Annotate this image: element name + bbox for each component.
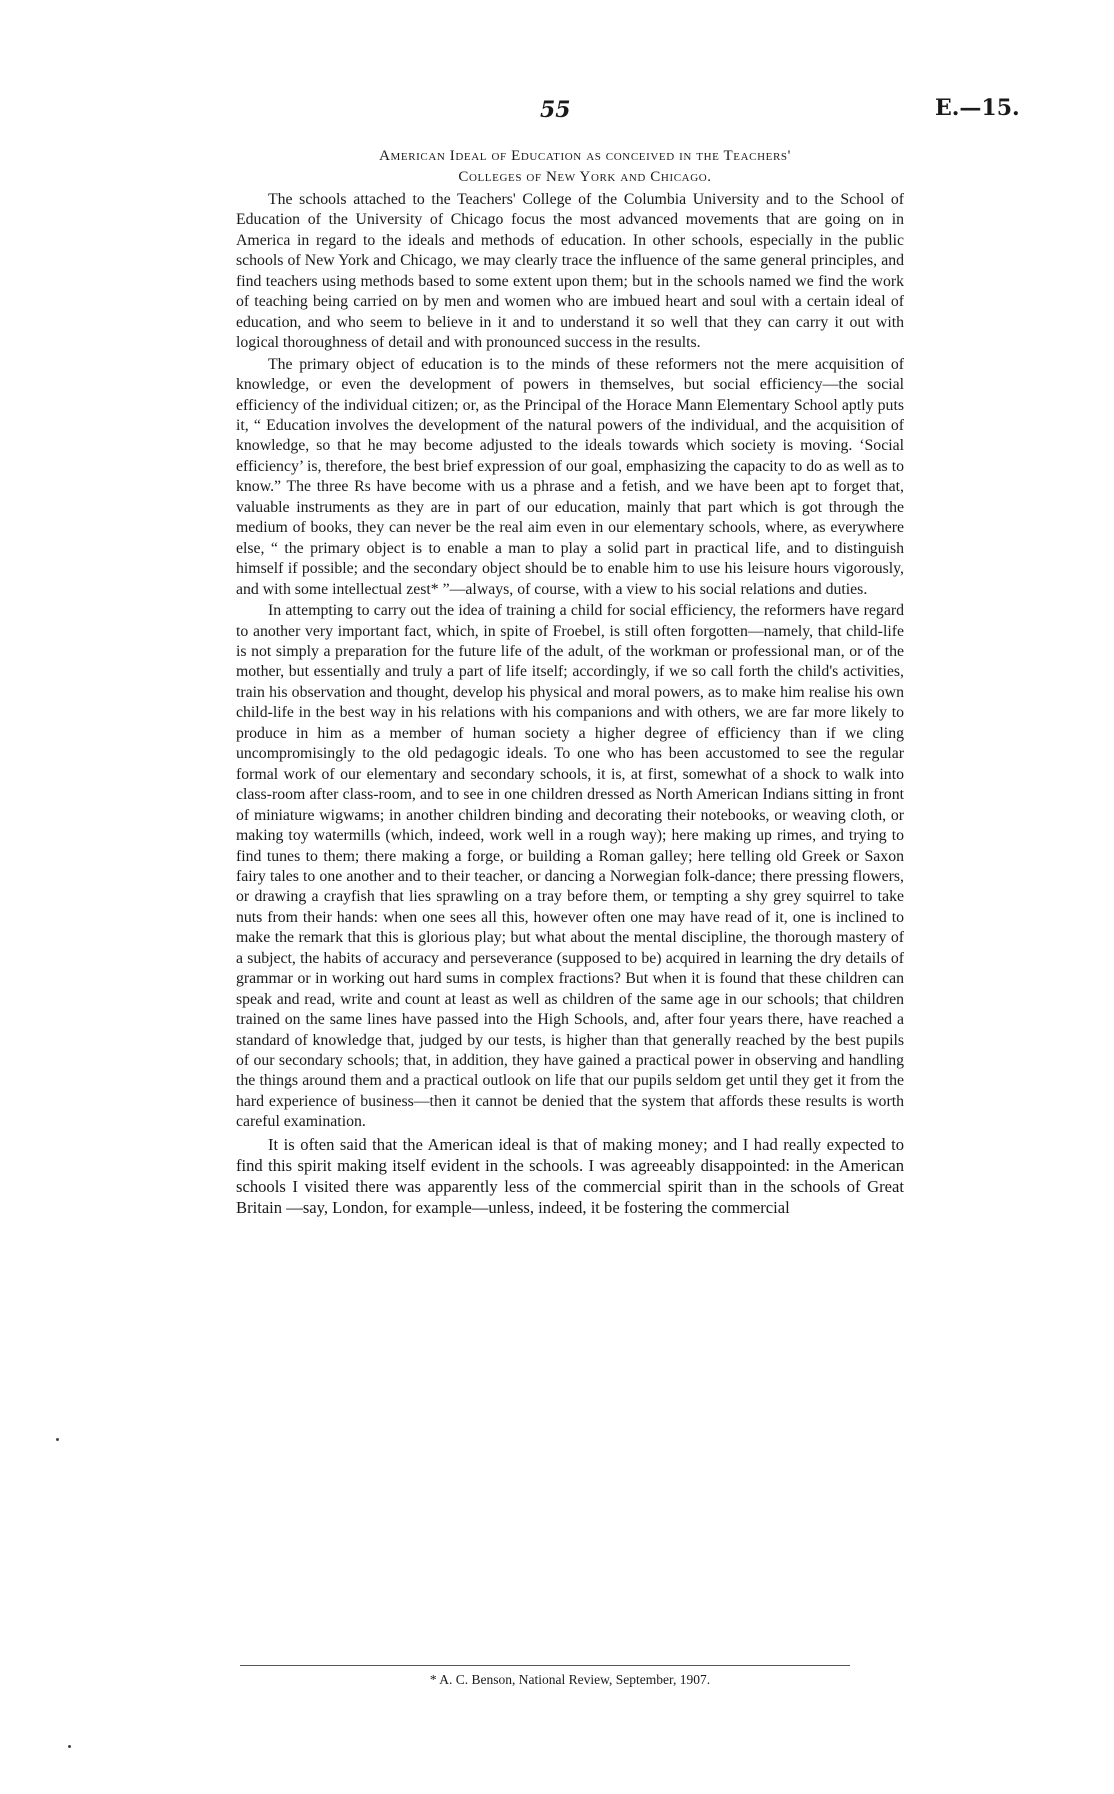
paragraph-3: In attempting to carry out the idea of training a child for social efficiency, the reformers have regard to another very important fact, which, in spite of Froebel, is still often forgotten—namely, that child-life is not simply a preparation for the future life of the adult, of the workman or professional man, or of the mother, but essentially and truly a part of life itself; accordingly, if we so call forth the child's activities, train his observation and thought, develop his physical and moral powers, as to make him realise his own child-life in the best way in his relations with his companions and with others, we are far more likely to produce in him as a member of human society a higher degree of efficiency than if we cling uncompromisingly to the old pedagogic ideals. To one who has been accustomed to see the regular formal work of our elementary and secondary schools, it is, at first, somewhat of a shock to walk into class-room after class-room, and to see in one children dressed as North American Indians sitting in front of miniature wigwams; in another children binding and decorating their notebooks, or weaving cloth, or making toy watermills (which, indeed, work well in a rough way); here making up rimes, and trying to find tunes to them; there making a forge, or building a Roman galley; here telling old Greek or Saxon fairy tales to one another and to their teacher, or dancing a Norwegian folk-dance; there pressing flowers, or drawing a crayfish that lies sprawling on a tray before them, or tempting a shy grey squirrel to take nuts from their hands: when one sees all this, however often one may have read of it, one is inclined to make the remark that this is glorious play; but what about the mental discipline, the thorough mastery of a subject, the habits of accuracy and perseverance (supposed to be) acquired in learning the dry details of grammar or in working out hard sums in complex fractions? But when it is found that these children can speak and read, write and count at least as well as children of the same age in our schools; that children trained on the same lines have passed into the High Schools, and, after four years there, have reached a standard of knowledge that, judged by our tests, is higher than that generally reached by the best pupils of our secondary schools; that, in addition, they have gained a practical power in observing and handling the things around them and a practical outlook on life that our pupils seldom get until they get it from the hard experience of business—then it cannot be denied that the system that affords these results is worth careful examination.: [236, 602, 904, 1131]
heading-line-2: Colleges of New York and Chicago.: [458, 169, 712, 185]
paragraph-2: The primary object of education is to the minds of these reformers not the mere acquisition of knowledge, or even the development of powers in themselves, but social efficiency—the social efficiency of the individual citizen; or, as the Principal of the Horace Mann Elementary School aptly puts it, “ Education involves the development of the natural powers of the individual, and the acquisition of knowledge, so that he may become adjusted to the ideals towards which society is moving. ‘Social efficiency’ is, therefore, the best brief expression of our goal, emphasizing the capacity to do as well as to know.” The three Rs have become with us a phrase and a fetish, and we have been apt to forget that, valuable instruments as they are in part of our education, mainly that part which is got through the medium of books, they can never be the real aim even in our elementary schools, where, as everywhere else, “ the primary object is to enable a man to play a solid part in practical life, and to distinguish himself if possible; and the secondary object should be to enable him to use his leisure hours vigorously, and with some intellectual zest* ”—always, of course, with a view to his social relations and duties.: [236, 355, 904, 598]
paragraph-1: The schools attached to the Teachers' College of the Columbia University and to the School of Education of the University of Chicago focus the most advanced movements that are going on in America in regard to the ideals and methods of education. In other schools, especially in the public schools of New York and Chicago, we may clearly trace the influence of the same general principles, and find teachers using methods based to some extent upon them; but in the schools named we find the work of teaching being carried on by men and women who are imbued heart and soul with a certain ideal of education, and who seem to believe in it and to understand it so well that they can carry it out with logical thoroughness of detail and with pronounced success in the results.: [236, 191, 904, 352]
body-text: [236, 190, 904, 1218]
footnote: * A. C. Benson, National Review, September, 1907.: [429, 1672, 711, 1687]
scan-speck: [68, 1745, 71, 1748]
page-number: 55: [540, 97, 571, 123]
scan-speck: [56, 1438, 59, 1441]
document-reference: E.—15.: [935, 95, 1020, 121]
paragraph-4: It is often said that the American ideal is that of making money; and I had really expected to find this spirit making itself evident in the schools. I was agreeably disappointed: in the American schools I visited there was apparently less of the commercial spirit than in the schools of Great Britain —say, London, for example—unless, indeed, it be fostering the commercial: [236, 1134, 904, 1217]
footnote-divider: [240, 1665, 850, 1666]
heading-line-1: American Ideal of Education as conceived in the Teachers': [379, 148, 791, 164]
section-heading: [245, 146, 925, 188]
